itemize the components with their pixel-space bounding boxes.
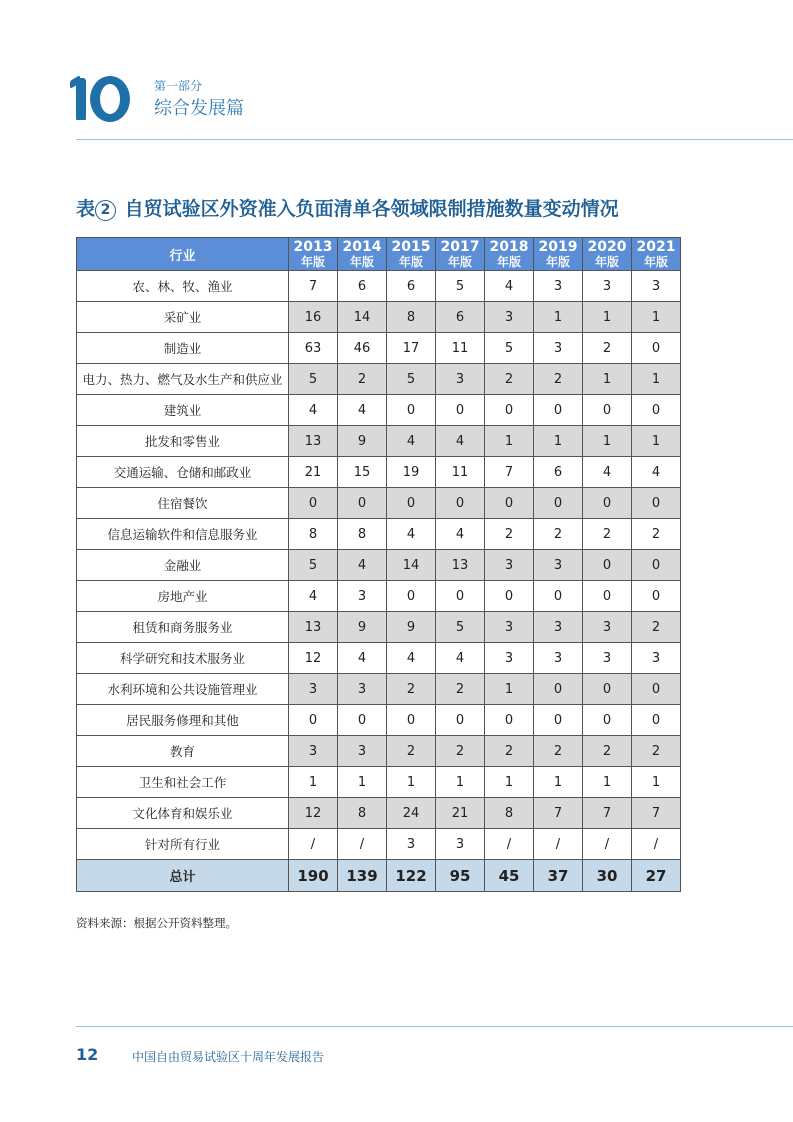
- year-label: 2020: [587, 238, 627, 255]
- value-cell: 4: [338, 643, 387, 674]
- value-cell: 1: [632, 767, 681, 798]
- value-cell: 0: [534, 705, 583, 736]
- edition-label: 年版: [643, 254, 668, 269]
- value-cell: 17: [387, 333, 436, 364]
- value-cell: 0: [436, 581, 485, 612]
- industry-cell: 租赁和商务服务业: [77, 612, 289, 643]
- value-cell: /: [632, 829, 681, 860]
- value-cell: 2: [485, 364, 534, 395]
- year-label: 2015: [391, 238, 431, 255]
- value-cell: 0: [485, 395, 534, 426]
- value-cell: 6: [534, 457, 583, 488]
- value-cell: 3: [534, 271, 583, 302]
- table-row: [77, 736, 681, 767]
- header-divider: [76, 139, 793, 140]
- value-cell: 13: [289, 426, 338, 457]
- value-cell: 21: [289, 457, 338, 488]
- value-cell: 1: [436, 767, 485, 798]
- table-row: [77, 612, 681, 643]
- edition-label: 年版: [447, 254, 472, 269]
- value-cell: 5: [289, 550, 338, 581]
- value-cell: 3: [338, 581, 387, 612]
- value-cell: 16: [289, 302, 338, 333]
- industry-cell: 批发和零售业: [77, 426, 289, 457]
- industry-cell: 文化体育和娱乐业: [77, 798, 289, 829]
- value-cell: 4: [289, 581, 338, 612]
- value-cell: 3: [436, 829, 485, 860]
- value-cell: 1: [632, 426, 681, 457]
- value-cell: 0: [583, 581, 632, 612]
- value-cell: 1: [289, 767, 338, 798]
- value-cell: 19: [387, 457, 436, 488]
- value-cell: 3: [485, 643, 534, 674]
- value-cell: 1: [534, 767, 583, 798]
- value-cell: 4: [436, 519, 485, 550]
- year-column-header: [583, 238, 632, 271]
- industry-cell: 卫生和社会工作: [77, 767, 289, 798]
- value-cell: 3: [534, 612, 583, 643]
- value-cell: 2: [583, 519, 632, 550]
- value-cell: 4: [387, 519, 436, 550]
- total-value-cell: 45: [485, 860, 534, 892]
- value-cell: 0: [583, 488, 632, 519]
- value-cell: 14: [387, 550, 436, 581]
- footer-divider: [76, 1026, 793, 1027]
- value-cell: 3: [289, 736, 338, 767]
- value-cell: 7: [583, 798, 632, 829]
- value-cell: 4: [338, 550, 387, 581]
- year-column-header: [338, 238, 387, 271]
- value-cell: 5: [436, 612, 485, 643]
- value-cell: /: [289, 829, 338, 860]
- edition-label: 年版: [545, 254, 570, 269]
- value-cell: 0: [387, 395, 436, 426]
- value-cell: 3: [534, 333, 583, 364]
- value-cell: 4: [632, 457, 681, 488]
- source-note: 资料来源：根据公开资料整理。: [76, 916, 237, 930]
- anniversary-logo: [76, 70, 140, 126]
- value-cell: 3: [338, 736, 387, 767]
- edition-label: 年版: [594, 254, 619, 269]
- year-label: 2014: [342, 238, 382, 255]
- value-cell: 2: [583, 736, 632, 767]
- value-cell: 3: [583, 271, 632, 302]
- table-title-text: 自贸试验区外资准入负面清单各领域限制措施数量变动情况: [124, 198, 619, 220]
- value-cell: 0: [632, 674, 681, 705]
- table-row: [77, 829, 681, 860]
- value-cell: 0: [632, 705, 681, 736]
- table-row: [77, 705, 681, 736]
- table-title-prefix: 表: [76, 198, 96, 220]
- value-cell: 2: [485, 736, 534, 767]
- value-cell: 1: [632, 302, 681, 333]
- value-cell: 0: [583, 674, 632, 705]
- value-cell: 0: [436, 395, 485, 426]
- value-cell: 2: [632, 612, 681, 643]
- value-cell: 12: [289, 798, 338, 829]
- value-cell: 12: [289, 643, 338, 674]
- value-cell: /: [338, 829, 387, 860]
- year-label: 2018: [489, 238, 529, 255]
- industry-cell: 建筑业: [77, 395, 289, 426]
- industry-cell: 居民服务修理和其他: [77, 705, 289, 736]
- value-cell: 4: [436, 426, 485, 457]
- year-column-header: [632, 238, 681, 271]
- value-cell: 24: [387, 798, 436, 829]
- value-cell: 4: [583, 457, 632, 488]
- value-cell: 0: [632, 581, 681, 612]
- value-cell: 2: [485, 519, 534, 550]
- total-value-cell: 95: [436, 860, 485, 892]
- value-cell: 11: [436, 333, 485, 364]
- industry-column-header: 行业: [77, 238, 289, 271]
- value-cell: 0: [338, 705, 387, 736]
- value-cell: 7: [289, 271, 338, 302]
- value-cell: 15: [338, 457, 387, 488]
- value-cell: 0: [632, 333, 681, 364]
- total-value-cell: 30: [583, 860, 632, 892]
- value-cell: 0: [387, 581, 436, 612]
- value-cell: /: [583, 829, 632, 860]
- table-body: [77, 271, 681, 860]
- value-cell: 6: [436, 302, 485, 333]
- value-cell: 8: [338, 798, 387, 829]
- value-cell: 1: [583, 426, 632, 457]
- value-cell: 8: [338, 519, 387, 550]
- value-cell: 3: [485, 550, 534, 581]
- value-cell: 0: [289, 488, 338, 519]
- value-cell: 2: [583, 333, 632, 364]
- table-row: [77, 767, 681, 798]
- value-cell: 0: [436, 705, 485, 736]
- table-title: [76, 194, 619, 221]
- year-label: 2013: [293, 238, 333, 255]
- value-cell: 14: [338, 302, 387, 333]
- table-row: [77, 581, 681, 612]
- edition-label: 年版: [349, 254, 374, 269]
- value-cell: 2: [534, 519, 583, 550]
- table-row: [77, 395, 681, 426]
- table-row: [77, 488, 681, 519]
- value-cell: 6: [338, 271, 387, 302]
- year-column-header: [534, 238, 583, 271]
- edition-label: 年版: [398, 254, 423, 269]
- table-row: [77, 519, 681, 550]
- value-cell: 3: [338, 674, 387, 705]
- industry-cell: 信息运输软件和信息服务业: [77, 519, 289, 550]
- value-cell: 0: [485, 581, 534, 612]
- industry-cell: 水利环境和公共设施管理业: [77, 674, 289, 705]
- total-label: 总计: [77, 860, 289, 892]
- value-cell: 4: [289, 395, 338, 426]
- value-cell: 1: [485, 767, 534, 798]
- table-row: [77, 674, 681, 705]
- value-cell: 9: [338, 612, 387, 643]
- edition-label: 年版: [496, 254, 521, 269]
- industry-cell: 采矿业: [77, 302, 289, 333]
- value-cell: 4: [485, 271, 534, 302]
- value-cell: 1: [534, 302, 583, 333]
- value-cell: 0: [632, 550, 681, 581]
- table-row: [77, 550, 681, 581]
- table-number-badge: 2: [95, 200, 116, 221]
- table-row: [77, 302, 681, 333]
- part-label: 第一部分: [154, 79, 203, 93]
- value-cell: 5: [436, 271, 485, 302]
- industry-cell: 教育: [77, 736, 289, 767]
- total-row: [77, 860, 681, 892]
- value-cell: 1: [485, 674, 534, 705]
- table-row: [77, 643, 681, 674]
- total-value-cell: 37: [534, 860, 583, 892]
- value-cell: 11: [436, 457, 485, 488]
- value-cell: 3: [387, 829, 436, 860]
- value-cell: 9: [338, 426, 387, 457]
- report-title: 中国自由贸易试验区十周年发展报告: [132, 1050, 325, 1064]
- value-cell: 3: [534, 643, 583, 674]
- industry-cell: 制造业: [77, 333, 289, 364]
- value-cell: 2: [436, 674, 485, 705]
- value-cell: 0: [338, 488, 387, 519]
- value-cell: 0: [534, 488, 583, 519]
- value-cell: 2: [387, 674, 436, 705]
- value-cell: 7: [534, 798, 583, 829]
- year-label: 2017: [440, 238, 480, 255]
- value-cell: 2: [534, 364, 583, 395]
- value-cell: 1: [583, 364, 632, 395]
- logo-digit-one: [76, 78, 86, 120]
- value-cell: /: [534, 829, 583, 860]
- value-cell: 1: [583, 302, 632, 333]
- value-cell: 1: [485, 426, 534, 457]
- table-row: [77, 364, 681, 395]
- value-cell: 13: [436, 550, 485, 581]
- value-cell: 3: [534, 550, 583, 581]
- year-column-header: [485, 238, 534, 271]
- value-cell: 3: [583, 612, 632, 643]
- value-cell: 0: [583, 705, 632, 736]
- value-cell: 0: [534, 674, 583, 705]
- restriction-measures-table: [76, 237, 681, 892]
- value-cell: 9: [387, 612, 436, 643]
- total-value-cell: 27: [632, 860, 681, 892]
- value-cell: 5: [485, 333, 534, 364]
- value-cell: 1: [534, 426, 583, 457]
- total-value-cell: 190: [289, 860, 338, 892]
- value-cell: 4: [436, 643, 485, 674]
- value-cell: 7: [632, 798, 681, 829]
- value-cell: 0: [534, 581, 583, 612]
- industry-cell: 住宿餐饮: [77, 488, 289, 519]
- value-cell: 4: [387, 643, 436, 674]
- value-cell: 0: [387, 705, 436, 736]
- value-cell: 2: [436, 736, 485, 767]
- value-cell: /: [485, 829, 534, 860]
- value-cell: 3: [485, 612, 534, 643]
- value-cell: 0: [583, 550, 632, 581]
- year-column-header: [387, 238, 436, 271]
- year-column-header: [436, 238, 485, 271]
- value-cell: 4: [338, 395, 387, 426]
- value-cell: 8: [485, 798, 534, 829]
- value-cell: 0: [387, 488, 436, 519]
- value-cell: 2: [534, 736, 583, 767]
- value-cell: 3: [632, 271, 681, 302]
- value-cell: 13: [289, 612, 338, 643]
- value-cell: 0: [485, 488, 534, 519]
- value-cell: 0: [436, 488, 485, 519]
- value-cell: 7: [485, 457, 534, 488]
- value-cell: 0: [289, 705, 338, 736]
- value-cell: 1: [338, 767, 387, 798]
- value-cell: 3: [289, 674, 338, 705]
- value-cell: 3: [436, 364, 485, 395]
- value-cell: 3: [632, 643, 681, 674]
- value-cell: 4: [387, 426, 436, 457]
- year-label: 2021: [636, 238, 676, 255]
- total-value-cell: 139: [338, 860, 387, 892]
- value-cell: 2: [632, 519, 681, 550]
- industry-cell: 针对所有行业: [77, 829, 289, 860]
- industry-cell: 金融业: [77, 550, 289, 581]
- value-cell: 5: [289, 364, 338, 395]
- table-row: [77, 798, 681, 829]
- year-column-header: [289, 238, 338, 271]
- value-cell: 3: [485, 302, 534, 333]
- table-row: [77, 426, 681, 457]
- value-cell: 1: [632, 364, 681, 395]
- table-header-row: [77, 238, 681, 271]
- value-cell: 5: [387, 364, 436, 395]
- edition-label: 年版: [300, 254, 325, 269]
- industry-cell: 房地产业: [77, 581, 289, 612]
- table-row: [77, 333, 681, 364]
- value-cell: 6: [387, 271, 436, 302]
- value-cell: 0: [583, 395, 632, 426]
- table-row: [77, 457, 681, 488]
- value-cell: 2: [632, 736, 681, 767]
- value-cell: 0: [632, 395, 681, 426]
- industry-cell: 交通运输、仓储和邮政业: [77, 457, 289, 488]
- value-cell: 1: [387, 767, 436, 798]
- industry-cell: 科学研究和技术服务业: [77, 643, 289, 674]
- year-label: 2019: [538, 238, 578, 255]
- value-cell: 0: [534, 395, 583, 426]
- industry-cell: 电力、热力、燃气及水生产和供应业: [77, 364, 289, 395]
- page-number: 12: [76, 1045, 99, 1064]
- value-cell: 1: [583, 767, 632, 798]
- value-cell: 8: [289, 519, 338, 550]
- value-cell: 0: [632, 488, 681, 519]
- total-value-cell: 122: [387, 860, 436, 892]
- value-cell: 8: [387, 302, 436, 333]
- value-cell: 46: [338, 333, 387, 364]
- value-cell: 0: [485, 705, 534, 736]
- value-cell: 2: [338, 364, 387, 395]
- part-title: 综合发展篇: [154, 98, 244, 119]
- table-row: [77, 271, 681, 302]
- value-cell: 63: [289, 333, 338, 364]
- value-cell: 21: [436, 798, 485, 829]
- value-cell: 3: [583, 643, 632, 674]
- value-cell: 2: [387, 736, 436, 767]
- industry-cell: 农、林、牧、渔业: [77, 271, 289, 302]
